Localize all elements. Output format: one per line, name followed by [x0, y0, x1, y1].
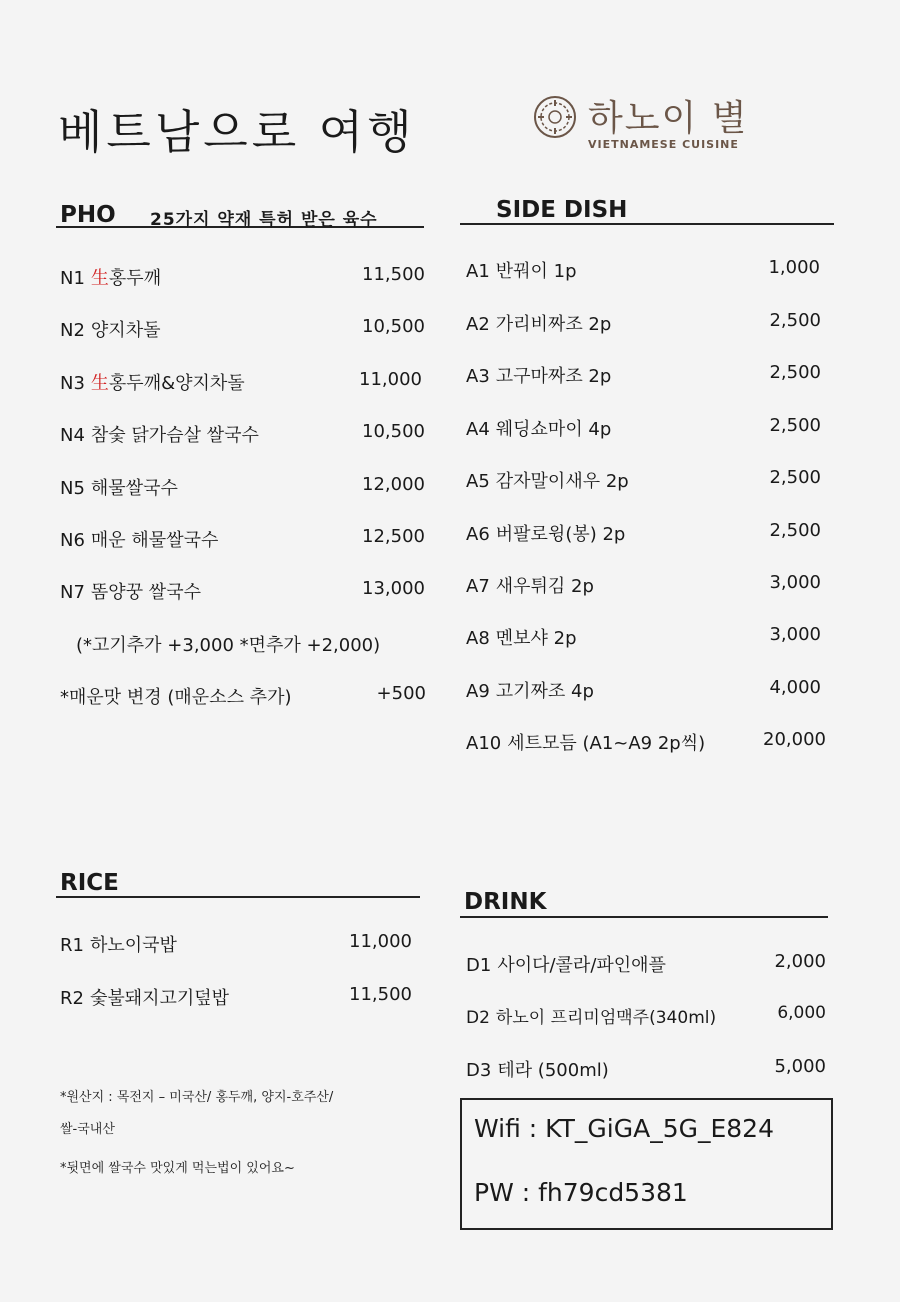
- pho-heading: PHO: [60, 202, 116, 228]
- item-name: 똠양꿍 쌀국수: [90, 582, 201, 603]
- item-name: 매운 해물쌀국수: [90, 530, 219, 551]
- menu-item: [60, 474, 425, 500]
- item-code: N5: [60, 478, 85, 499]
- item-name: 해물쌀국수: [90, 478, 178, 499]
- item-name: 반꿔이 1p: [495, 261, 577, 282]
- wifi-info-box: [460, 1098, 833, 1230]
- item-code: D3: [466, 1060, 492, 1081]
- menu-item: [60, 316, 425, 342]
- item-name: 하노이 프리미엄맥주(340ml): [495, 1008, 717, 1028]
- item-price: 10,500: [362, 421, 425, 442]
- item-name: 홍두깨&양지차돌: [108, 373, 245, 394]
- menu-item: [60, 369, 422, 395]
- item-name: 고구마짜조 2p: [495, 366, 612, 387]
- menu-item: [466, 520, 821, 546]
- item-code: A10: [466, 733, 502, 754]
- item-price: 11,500: [349, 984, 412, 1005]
- item-price: 1,000: [768, 257, 820, 278]
- menu-item: [466, 951, 826, 977]
- menu-item: [466, 362, 821, 388]
- pho-subheading: 25가지 약재 특허 받은 육수: [150, 210, 378, 230]
- menu-item: [466, 310, 821, 336]
- item-price: 2,500: [769, 520, 821, 541]
- item-price: 13,000: [362, 578, 425, 599]
- raw-mark: 生: [90, 373, 109, 394]
- drink-heading: DRINK: [464, 889, 547, 915]
- spicy-price: +500: [376, 683, 426, 704]
- spicy-option: [60, 683, 426, 709]
- origin-note-line2: 쌀-국내산: [60, 1122, 115, 1137]
- item-price: 11,500: [362, 264, 425, 285]
- item-name: 버팔로윙(봉) 2p: [495, 524, 626, 545]
- item-code: N7: [60, 582, 85, 603]
- item-code: N3: [60, 373, 85, 394]
- restaurant-logo: [532, 92, 762, 154]
- menu-item: [466, 624, 821, 650]
- item-name: 하노이국밥: [89, 935, 177, 956]
- item-name: 새우튀김 2p: [495, 576, 594, 597]
- item-code: N4: [60, 425, 85, 446]
- item-price: 2,500: [769, 362, 821, 383]
- drink-section-underline: [460, 916, 828, 918]
- item-code: A7: [466, 576, 490, 597]
- wifi-password: PW : fh79cd5381: [474, 1178, 688, 1207]
- menu-item: [466, 257, 820, 283]
- item-code: N2: [60, 320, 85, 341]
- rice-section-underline: [56, 896, 420, 898]
- item-name: 숯불돼지고기덮밥: [89, 988, 230, 1009]
- spicy-label: *매운맛 변경 (매운소스 추가): [60, 687, 292, 708]
- menu-item: [466, 1003, 826, 1029]
- item-price: 5,000: [774, 1056, 826, 1077]
- item-name: 멘보샤 2p: [495, 628, 577, 649]
- logo-name: 하노이 별: [588, 98, 749, 139]
- item-price: 11,000: [349, 931, 412, 952]
- item-price: 2,500: [769, 415, 821, 436]
- item-price: 6,000: [777, 1003, 826, 1023]
- item-code: A2: [466, 314, 490, 335]
- item-code: A5: [466, 471, 490, 492]
- menu-item: [60, 931, 412, 957]
- menu-item: [60, 578, 425, 604]
- item-name: 양지차돌: [90, 320, 161, 341]
- item-code: A8: [466, 628, 490, 649]
- side-dish-heading: SIDE DISH: [496, 197, 628, 223]
- item-code: R1: [60, 935, 84, 956]
- item-name: 참숯 닭가슴살 쌀국수: [90, 425, 259, 446]
- item-price: 3,000: [769, 624, 821, 645]
- star-emblem-icon: [532, 94, 578, 140]
- item-price: 4,000: [769, 677, 821, 698]
- item-code: D2: [466, 1008, 490, 1028]
- item-code: A6: [466, 524, 490, 545]
- item-name: 세트모듬 (A1~A9 2p씩): [507, 733, 706, 754]
- wifi-ssid: Wifi : KT_GiGA_5G_E824: [474, 1114, 774, 1143]
- back-page-note: *뒷면에 쌀국수 맛있게 먹는법이 있어요~: [60, 1161, 295, 1176]
- item-price: 2,500: [769, 467, 821, 488]
- item-code: A9: [466, 681, 490, 702]
- menu-item: [466, 572, 821, 598]
- menu-item: [466, 677, 821, 703]
- item-price: 2,000: [774, 951, 826, 972]
- item-name: 홍두깨: [108, 268, 162, 289]
- raw-mark: 生: [90, 268, 109, 289]
- item-code: D1: [466, 955, 492, 976]
- item-price: 12,500: [362, 526, 425, 547]
- item-name: 감자말이새우 2p: [495, 471, 629, 492]
- item-name: 테라 (500ml): [497, 1060, 609, 1081]
- pho-extras-note: (*고기추가 +3,000 *면추가 +2,000): [76, 635, 381, 656]
- item-price: 10,500: [362, 316, 425, 337]
- item-code: N6: [60, 530, 85, 551]
- menu-item: [466, 1056, 826, 1082]
- item-code: R2: [60, 988, 84, 1009]
- page-title: 베트남으로 여행: [58, 105, 416, 159]
- item-name: 가리비짜조 2p: [495, 314, 612, 335]
- item-code: A3: [466, 366, 490, 387]
- item-code: A1: [466, 261, 490, 282]
- item-code: N1: [60, 268, 85, 289]
- item-price: 11,000: [359, 369, 422, 390]
- item-price: 20,000: [763, 729, 826, 750]
- logo-subtitle: VIETNAMESE CUISINE: [588, 138, 739, 151]
- menu-item: [466, 415, 821, 441]
- menu-item: [60, 526, 425, 552]
- rice-heading: RICE: [60, 870, 119, 896]
- menu-item: [466, 729, 826, 755]
- menu-item: [60, 984, 412, 1010]
- origin-note-line1: *원산지 : 목전지 – 미국산/ 홍두깨, 양지-호주산/: [60, 1090, 334, 1105]
- side-dish-section-underline: [460, 223, 834, 225]
- item-price: 2,500: [769, 310, 821, 331]
- item-price: 3,000: [769, 572, 821, 593]
- item-name: 사이다/콜라/파인애플: [497, 955, 666, 976]
- menu-item: [60, 264, 425, 290]
- item-name: 고기짜조 4p: [495, 681, 594, 702]
- item-code: A4: [466, 419, 490, 440]
- item-name: 웨딩쇼마이 4p: [495, 419, 612, 440]
- item-price: 12,000: [362, 474, 425, 495]
- menu-item: [60, 421, 425, 447]
- menu-item: [466, 467, 821, 493]
